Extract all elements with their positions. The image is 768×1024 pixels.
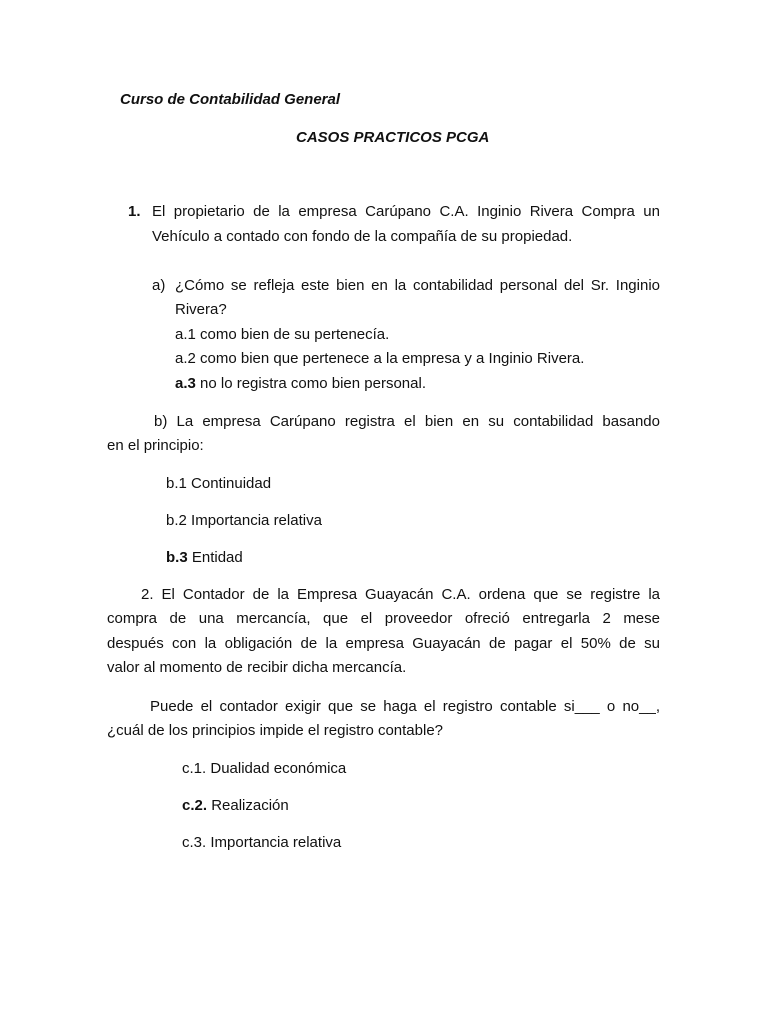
option-b2 [166,509,322,533]
option-a1 [175,323,389,347]
option-code: a.2 [175,350,196,367]
option-text: como bien que pertenece a la empresa y a Inginio Rivera. [195,350,585,367]
option-b1 [166,472,271,496]
question-2-line-1: 2. El Contador de la Empresa Guayacán C.A. ordena que se registre la [141,586,660,603]
item-a-marker: a) [152,277,166,294]
question-2-prompt-line-2: ¿cuál de los principios impide el registro contable? [107,722,444,739]
option-text: Importancia relativa [186,512,322,529]
question-2-line-2: compra de una mercancía, que el proveedor ofreció entregarla 2 mese [107,610,660,627]
page-title: CASOS PRACTICOS PCGA [296,129,490,146]
item-b-line-1: b) La empresa Carúpano registra el bien en su contabilidad basando [154,413,660,430]
option-code: c.2. [182,797,208,814]
question-2-line-3: después con la obligación de la empresa Guayacán de pagar el 50% de su [107,635,660,652]
option-code: b.1 [166,475,187,492]
question-1-line-2: Vehículo a contado con fondo de la compañía de su propiedad. [152,228,573,245]
question-1-number: 1. [128,203,141,220]
option-code: a.1 [175,326,196,343]
option-text: Continuidad [186,475,272,492]
question-2-prompt-line-1: Puede el contador exigir que se haga el registro contable si___ o no__, [150,698,660,715]
option-code: b.2 [166,512,187,529]
option-b3 [166,546,243,570]
course-title: Curso de Contabilidad General [120,91,341,108]
option-text: Realización [207,797,289,814]
option-text: Dualidad económica [206,760,347,777]
option-text: como bien de su pertenecía. [195,326,390,343]
question-1-line-1: El propietario de la empresa Carúpano C.A. Inginio Rivera Compra un [152,203,660,220]
item-a-line-2: Rivera? [175,301,227,318]
option-a2 [175,347,584,371]
item-a-line-1: ¿Cómo se refleja este bien en la contabilidad personal del Sr. Inginio [175,277,660,294]
option-c1 [182,757,346,781]
option-c2 [182,794,289,818]
item-b-line-2: en el principio: [107,437,204,454]
option-text: no lo registra como bien personal. [195,375,426,392]
question-2-line-4: valor al momento de recibir dicha mercancía. [107,659,407,676]
option-a3 [175,372,426,396]
option-text: Entidad [187,549,243,566]
option-code: a.3 [175,375,196,392]
option-code: b.3 [166,549,188,566]
option-code: c.3. [182,834,207,851]
option-c3 [182,831,341,855]
option-text: Importancia relativa [206,834,342,851]
option-code: c.1. [182,760,207,777]
